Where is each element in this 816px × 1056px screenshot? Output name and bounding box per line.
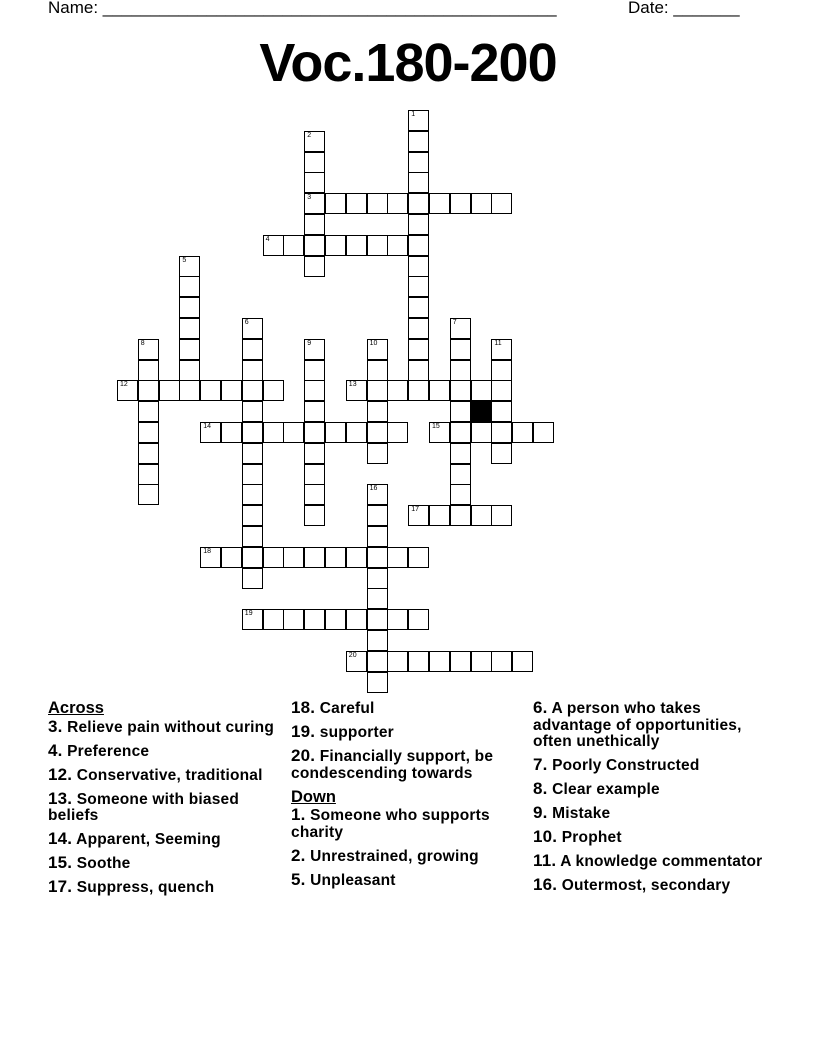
clue-down-9: 9. Mistake [533, 803, 611, 822]
grid-cell[interactable] [367, 484, 388, 505]
grid-cell[interactable] [429, 193, 450, 214]
grid-cell[interactable] [304, 235, 325, 256]
grid-cell[interactable] [450, 651, 471, 672]
grid-cell[interactable] [512, 422, 533, 443]
grid-cell[interactable] [117, 380, 138, 401]
grid-cell[interactable] [450, 422, 471, 443]
grid-cell[interactable] [138, 464, 159, 485]
cell-number: 10 [369, 339, 378, 347]
grid-cell[interactable] [221, 380, 242, 401]
grid-cell[interactable] [138, 401, 159, 422]
grid-cell[interactable] [491, 360, 512, 381]
grid-cell[interactable] [367, 235, 388, 256]
cell-number: 17 [411, 506, 419, 514]
grid-cell[interactable] [283, 547, 304, 568]
grid-cell[interactable] [491, 193, 512, 214]
grid-cell[interactable] [450, 339, 471, 360]
grid-cell[interactable] [387, 422, 408, 443]
grid-cell[interactable] [346, 380, 367, 401]
cell-number: 16 [369, 485, 378, 493]
cell-number: 13 [348, 381, 357, 389]
grid-cell[interactable] [346, 651, 367, 672]
grid-cell[interactable] [200, 380, 221, 401]
grid-cell[interactable] [367, 339, 388, 360]
grid-cell[interactable] [429, 380, 450, 401]
clue-down-11: 11. A knowledge commentator [533, 851, 763, 870]
clue-across-14: 14. Apparent, Seeming [48, 829, 221, 848]
grid-cell[interactable] [367, 651, 388, 672]
across-heading: Across [48, 699, 104, 717]
grid-cell[interactable] [242, 505, 263, 526]
grid-cell[interactable] [450, 193, 471, 214]
cell-number: 20 [348, 651, 357, 659]
grid-cell[interactable] [450, 360, 471, 381]
grid-cell[interactable] [491, 505, 512, 526]
grid-cell[interactable] [491, 651, 512, 672]
grid-cell[interactable] [138, 339, 159, 360]
grid-cell[interactable] [367, 443, 388, 464]
grid-cell[interactable] [304, 152, 325, 173]
grid-cell[interactable] [408, 172, 429, 193]
grid-cell[interactable] [408, 297, 429, 318]
grid-cell[interactable] [242, 526, 263, 547]
grid-cell[interactable] [367, 588, 388, 609]
grid-cell[interactable] [408, 235, 429, 256]
grid-cell[interactable] [138, 422, 159, 443]
grid-cell[interactable] [304, 609, 325, 630]
grid-cell[interactable] [263, 422, 284, 443]
down-heading: Down [291, 787, 336, 806]
grid-cell[interactable] [346, 609, 367, 630]
grid-cell[interactable] [179, 380, 200, 401]
grid-cell[interactable] [408, 131, 429, 152]
grid-cell[interactable] [263, 609, 284, 630]
grid-cell[interactable] [491, 422, 512, 443]
clue-down-16: 16. Outermost, secondary [533, 875, 731, 894]
grid-cell[interactable] [533, 422, 554, 443]
clue-down-10: 10. Prophet [533, 827, 622, 846]
grid-cell[interactable] [263, 380, 284, 401]
grid-cell[interactable] [408, 152, 429, 173]
grid-cell[interactable] [367, 630, 388, 651]
grid-cell[interactable] [242, 380, 263, 401]
cell-number: 6 [244, 319, 249, 326]
cell-number: 19 [244, 610, 253, 618]
grid-cell[interactable] [408, 651, 429, 672]
grid-cell[interactable] [304, 401, 325, 422]
grid-cell[interactable] [450, 464, 471, 485]
grid-cell[interactable] [304, 443, 325, 464]
cell-number: 4 [265, 235, 270, 243]
grid-cell[interactable] [138, 484, 159, 505]
grid-cell[interactable] [346, 422, 367, 443]
cell-number: 12 [120, 381, 128, 389]
grid-cell[interactable] [367, 547, 388, 568]
cell-number: 9 [307, 339, 312, 347]
grid-cell[interactable] [304, 380, 325, 401]
grid-cell[interactable] [283, 235, 304, 256]
grid-cell[interactable] [471, 651, 492, 672]
grid-cell[interactable] [408, 214, 429, 235]
clue-across-12: 12. Conservative, traditional [48, 764, 263, 784]
grid-cell[interactable] [325, 193, 346, 214]
grid-cell[interactable] [304, 360, 325, 381]
grid-cell[interactable] [304, 193, 325, 214]
grid-cell[interactable] [471, 422, 492, 443]
grid-cell[interactable] [408, 110, 429, 131]
grid-cell[interactable] [138, 380, 159, 401]
clue-down-2: 2. Unrestrained, growing [291, 845, 479, 865]
grid-cell[interactable] [304, 214, 325, 235]
grid-cell[interactable] [471, 380, 492, 401]
grid-cell[interactable] [367, 422, 388, 443]
grid-cell[interactable] [387, 547, 408, 568]
grid-cell[interactable] [283, 609, 304, 630]
clue-across-18: 18. Careful [291, 698, 375, 717]
grid-cell[interactable] [387, 380, 408, 401]
grid-cell[interactable] [450, 505, 471, 526]
grid-cell[interactable] [179, 276, 200, 297]
grid-cell[interactable] [242, 547, 263, 568]
clue-column-2 [291, 700, 526, 896]
grid-cell[interactable] [450, 401, 471, 422]
grid-cell[interactable] [200, 547, 221, 568]
grid-cell[interactable] [450, 443, 471, 464]
grid-cell[interactable] [408, 339, 429, 360]
grid-cell[interactable] [471, 505, 492, 526]
grid-cell[interactable] [408, 505, 429, 526]
grid-cell[interactable] [367, 401, 388, 422]
grid-cell[interactable] [491, 380, 512, 401]
grid-cell[interactable] [179, 339, 200, 360]
grid-cell[interactable] [408, 380, 429, 401]
grid-cell[interactable] [491, 443, 512, 464]
clue-across-4: 4. Preference [48, 740, 150, 760]
grid-cell[interactable] [367, 505, 388, 526]
grid-cell[interactable] [367, 672, 388, 693]
grid-cell[interactable] [346, 235, 367, 256]
grid-cell[interactable] [179, 360, 200, 381]
clue-down-6: 6. A person who takes advantage of opportunities, often unethically [533, 698, 742, 750]
grid-cell[interactable] [429, 422, 450, 443]
grid-cell[interactable] [450, 484, 471, 505]
grid-cell[interactable] [450, 380, 471, 401]
grid-cell[interactable] [367, 568, 388, 589]
grid-cell[interactable] [346, 193, 367, 214]
clue-column-3 [533, 700, 768, 901]
grid-cell[interactable] [304, 484, 325, 505]
clue-across-15: 15. Soothe [48, 853, 131, 872]
grid-cell[interactable] [325, 547, 346, 568]
grid-cell[interactable] [138, 360, 159, 381]
grid-cell[interactable] [491, 401, 512, 422]
cell-number: 18 [203, 547, 211, 555]
grid-cell[interactable] [304, 256, 325, 277]
grid-cell[interactable] [304, 464, 325, 485]
grid-cell[interactable] [304, 339, 325, 360]
grid-cell[interactable] [242, 568, 263, 589]
grid-cell[interactable] [138, 443, 159, 464]
grid-cell[interactable] [242, 339, 263, 360]
grid-cell[interactable] [387, 609, 408, 630]
grid-cell[interactable] [367, 193, 388, 214]
grid-cell[interactable] [408, 360, 429, 381]
black-cell [471, 401, 492, 422]
clue-across-13: 13. Someone with biased beliefs [48, 788, 240, 824]
grid-cell[interactable] [325, 609, 346, 630]
clue-across-3: 3. Relieve pain without curing [48, 716, 275, 736]
grid-cell[interactable] [367, 609, 388, 630]
grid-cell[interactable] [408, 276, 429, 297]
grid-cell[interactable] [325, 235, 346, 256]
grid-cell[interactable] [387, 651, 408, 672]
cell-number: 2 [307, 131, 312, 139]
clue-down-7: 7. Poorly Constructed [533, 755, 700, 774]
cell-number: 15 [432, 423, 440, 430]
grid-cell[interactable] [367, 380, 388, 401]
grid-cell[interactable] [408, 547, 429, 568]
grid-cell[interactable] [408, 318, 429, 339]
cell-number: 7 [452, 319, 457, 326]
grid-cell[interactable] [179, 297, 200, 318]
grid-cell[interactable] [179, 256, 200, 277]
grid-cell[interactable] [408, 609, 429, 630]
date-field-label[interactable]: Date: _______ [628, 0, 740, 17]
grid-cell[interactable] [429, 651, 450, 672]
grid-cell[interactable] [429, 505, 450, 526]
grid-cell[interactable] [200, 422, 221, 443]
grid-cell[interactable] [242, 464, 263, 485]
grid-cell[interactable] [221, 547, 242, 568]
grid-cell[interactable] [408, 256, 429, 277]
grid-cell[interactable] [242, 318, 263, 339]
grid-cell[interactable] [450, 318, 471, 339]
clue-across-20: 20. Financially support, be condescending towards [291, 746, 494, 782]
grid-cell[interactable] [221, 422, 242, 443]
grid-cell[interactable] [283, 422, 304, 443]
page-title: Voc.180-200 [259, 33, 557, 93]
clue-down-5: 5. Unpleasant [291, 869, 396, 889]
clue-across-19: 19. supporter [291, 722, 394, 741]
cell-number: 1 [411, 111, 416, 118]
clue-column-1 [48, 700, 283, 903]
grid-cell[interactable] [491, 339, 512, 360]
grid-cell[interactable] [304, 422, 325, 443]
grid-cell[interactable] [304, 131, 325, 152]
cell-number: 3 [307, 194, 312, 202]
grid-cell[interactable] [179, 318, 200, 339]
cell-number: 14 [203, 423, 211, 430]
grid-cell[interactable] [263, 235, 284, 256]
grid-cell[interactable] [367, 360, 388, 381]
cell-number: 5 [182, 256, 187, 264]
grid-cell[interactable] [408, 193, 429, 214]
grid-cell[interactable] [367, 526, 388, 547]
grid-cell[interactable] [242, 443, 263, 464]
cell-number: 8 [140, 339, 145, 347]
grid-cell[interactable] [304, 172, 325, 193]
grid-cell[interactable] [387, 235, 408, 256]
grid-cell[interactable] [242, 401, 263, 422]
grid-cell[interactable] [242, 422, 263, 443]
clue-down-1: 1. Someone who supports charity [291, 805, 490, 841]
grid-cell[interactable] [159, 380, 180, 401]
cell-number: 11 [494, 339, 502, 347]
clue-across-17: 17. Suppress, quench [48, 877, 215, 896]
grid-cell[interactable] [242, 609, 263, 630]
grid-cell[interactable] [387, 193, 408, 214]
grid-cell[interactable] [304, 547, 325, 568]
name-field-label[interactable]: Name: ________________________________________________ [48, 0, 557, 17]
clue-down-8: 8. Clear example [533, 779, 660, 798]
grid-cell[interactable] [242, 484, 263, 505]
grid-cell[interactable] [263, 547, 284, 568]
grid-cell[interactable] [471, 193, 492, 214]
grid-cell[interactable] [512, 651, 533, 672]
grid-cell[interactable] [325, 422, 346, 443]
grid-cell[interactable] [304, 505, 325, 526]
grid-cell[interactable] [242, 360, 263, 381]
grid-cell[interactable] [346, 547, 367, 568]
